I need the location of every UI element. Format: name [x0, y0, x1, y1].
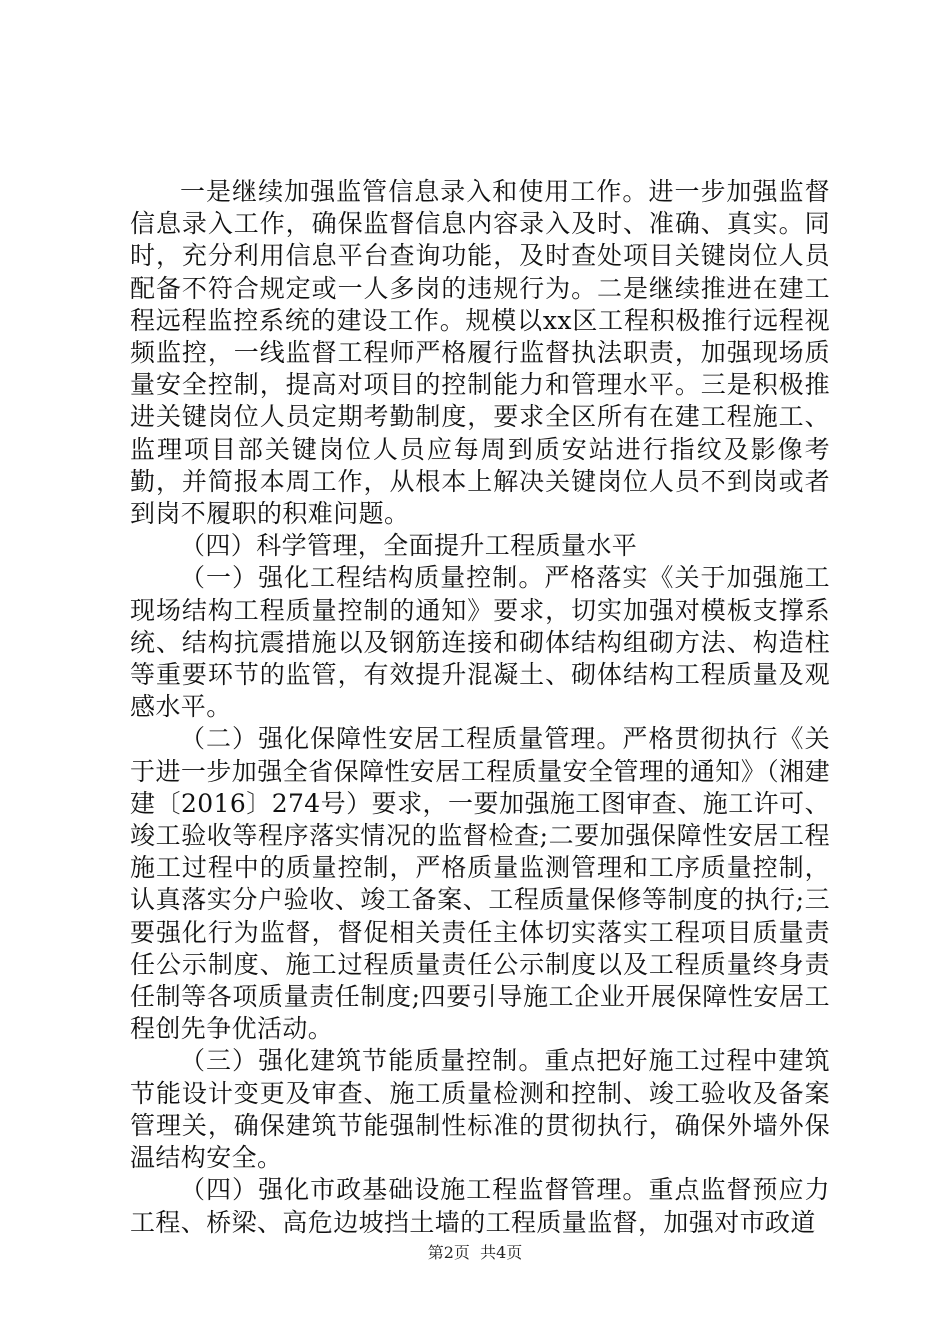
page-number-current: 第2页 — [427, 1243, 470, 1262]
paragraph-4: （二）强化保障性安居工程质量管理。严格贯彻执行《关于进一步加强全省保障性安居工程质量安全管理的通知》（湘建建〔2016〕274号）要求，一要加强施工图审查、施工许可、竣工验收等程序落实情况的监督检查;二要加强保障性安居工程施工过程中的质量控制，严格质量监测管理和工序质量控制，认真落实分户验收、竣工备案、工程质量保修等制度的执行;三要强化行为监督，督促相关责任主体切实落实工程项目质量责任公示制度、施工过程质量责任公示制度以及工程质量终身责任制等各项质量责任制度;四要引导施工企业开展保障性安居工程创先争优活动。 — [130, 724, 830, 1044]
page-footer — [0, 1243, 950, 1263]
paragraph-1: 一是继续加强监管信息录入和使用工作。进一步加强监督信息录入工作，确保监督信息内容录入及时、准确、真实。同时，充分利用信息平台查询功能，及时查处项目关键岗位人员配备不符合规定或一人多岗的违规行为。二是继续推进在建工程远程监控系统的建设工作。规模以xx区工程积极推行远程视频监控，一线监督工程师严格履行监督执法职责，加强现场质量安全控制，提高对项目的控制能力和管理水平。三是积极推进关键岗位人员定期考勤制度，要求全区所有在建工程施工、监理项目部关键岗位人员应每周到质安站进行指纹及影像考勤，并简报本周工作，从根本上解决关键岗位人员不到岗或者到岗不履职的积难问题。 — [130, 177, 830, 529]
paragraph-6: （四）强化市政基础设施工程监督管理。重点监督预应力工程、桥梁、高危边坡挡土墙的工程质量监督，加强对市政道 — [130, 1175, 830, 1237]
paragraph-2-heading: （四）科学管理，全面提升工程质量水平 — [180, 531, 638, 561]
paragraph-5: （三）强化建筑节能质量控制。重点把好施工过程中建筑节能设计变更及审查、施工质量检测和控制、竣工验收及备案管理关，确保建筑节能强制性标准的贯彻执行，确保外墙外保温结构安全。 — [130, 1046, 830, 1173]
page-number-total: 共4页 — [480, 1243, 523, 1262]
body-text — [130, 176, 830, 1239]
paragraph-3: （一）强化工程结构质量控制。严格落实《关于加强施工现场结构工程质量控制的通知》要求，切实加强对模板支撑系统、结构抗震措施以及钢筋连接和砌体结构组砌方法、构造柱等重要环节的监管，有效提升混凝土、砌体结构工程质量及观感水平。 — [130, 563, 830, 722]
footer-separator — [470, 1243, 480, 1262]
